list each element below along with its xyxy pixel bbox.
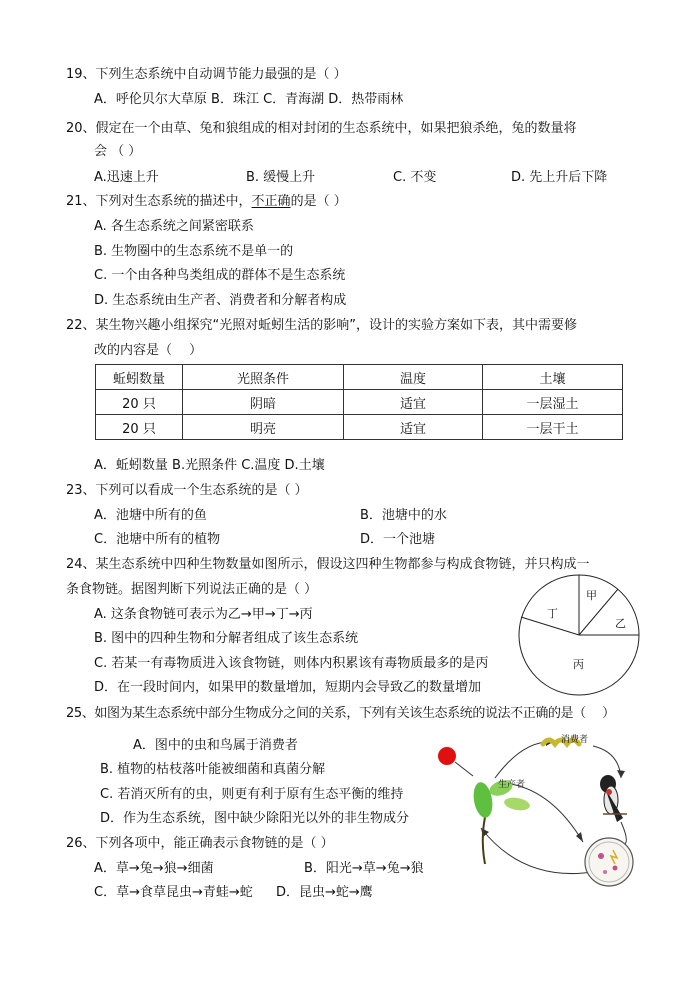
q21-stem-post: 的是（ ） (290, 194, 347, 209)
q23-option-c: C．池塘中所有的植物 (94, 532, 221, 547)
q21-option-b: B. 生物圈中的生态系统不是单一的 (94, 244, 294, 259)
pie-divider-upper-right (579, 589, 618, 635)
arrow-insect-to-bird (593, 746, 621, 778)
pie-label-jia: 甲 (586, 589, 597, 602)
q26-option-a: A．草→兔→狼→细菌 (94, 861, 214, 876)
table-cell: 适宜 (344, 415, 483, 440)
q21-option-c: C. 一个由各种鸟类组成的群体不是生态系统 (94, 268, 346, 283)
table-header-cell: 温度 (344, 365, 483, 390)
table-cell: 明亮 (183, 415, 344, 440)
q20-option-a: A.迅速上升 (94, 170, 159, 185)
arrow-decomposer-to-plant (481, 828, 593, 874)
arrow-plant-to-decomposer (511, 784, 583, 842)
population-pie-figure (516, 572, 642, 698)
q26-stem: 26、下列各项中，能正确表示食物链的是（ ） (66, 836, 334, 851)
sunlight-arrow (455, 762, 473, 776)
table-header-cell: 光照条件 (183, 365, 344, 390)
q21-stem-pre: 21、下列对生态系统的描述中， (66, 194, 252, 209)
q19-options: A．呼伦贝尔大草原 B．珠江 C．青海湖 D．热带雨林 (94, 92, 404, 107)
q23-option-d: D．一个池塘 (360, 532, 436, 547)
q25-option-d: D．作为生态系统，图中缺少除阳光以外的非生物成分 (100, 811, 410, 826)
q24-stem-line1: 24、某生态系统中四种生物数量如图所示，假设这四种生物都参与构成食物链，并只构成一 (66, 557, 590, 572)
arrow-bird-to-decomposer (621, 822, 626, 844)
q25-option-c: C. 若消灭所有的虫，则更有利于原有生态平衡的维持 (100, 787, 404, 802)
sun-icon (438, 747, 456, 765)
producer-label: 生产者 (498, 780, 526, 790)
q25-stem: 25、如图为某生态系统中部分生物成分之间的关系，下列有关该生态系统的说法不正确的是（ ） (66, 706, 615, 721)
table-cell: 阴暗 (183, 390, 344, 415)
q21-stem (66, 193, 347, 211)
q26-option-c: C．草→食草昆虫→青蛙→蛇 (94, 885, 253, 900)
q25-option-b: B. 植物的枯枝落叶能被细菌和真菌分解 (100, 762, 326, 777)
table-row (96, 415, 623, 440)
q23-option-b: B．池塘中的水 (360, 508, 447, 523)
q21-stem-emphasis: 不正确 (251, 194, 291, 209)
consumer-label: 消费者 (561, 735, 589, 745)
experiment-table (95, 364, 623, 440)
q24-option-a: A. 这条食物链可表示为乙→甲→丁→丙 (94, 607, 313, 622)
ecosystem-figure (433, 722, 643, 892)
q22-stem-line1: 22、某生物兴趣小组探究“光照对蚯蚓生活的影响”，设计的实验方案如下表，其中需要修 (66, 318, 578, 333)
q20-stem-line1: 20、假定在一个由草、兔和狼组成的相对封闭的生态系统中，如果把狼杀绝，兔的数量将 (66, 121, 577, 136)
q22-stem-line2: 改的内容是（ ） (94, 343, 203, 358)
q20-option-b: B. 缓慢上升 (246, 170, 316, 185)
q21-option-d: D. 生态系统由生产者、消费者和分解者构成 (94, 293, 347, 308)
table-cell: 20 只 (96, 390, 183, 415)
table-cell: 一层湿土 (483, 390, 623, 415)
q23-option-a: A．池塘中所有的鱼 (94, 508, 207, 523)
table-cell: 适宜 (344, 390, 483, 415)
pie-label-bing: 丙 (573, 658, 584, 671)
table-header-cell: 土壤 (483, 365, 623, 390)
q26-option-b: B．阳光→草→兔→狼 (304, 861, 424, 876)
arrowhead-icon (617, 770, 625, 778)
table-cell: 20 只 (96, 415, 183, 440)
swallow-bird-icon (600, 775, 627, 822)
q22-options: A．蚯蚓数量 B.光照条件 C.温度 D.土壤 (94, 458, 325, 473)
pie-label-yi: 乙 (615, 617, 626, 630)
table-header-cell: 蚯蚓数量 (96, 365, 183, 390)
q24-option-b: B. 图中的四种生物和分解者组成了该生态系统 (94, 631, 359, 646)
q20-stem-line2: 会 （ ） (94, 144, 142, 159)
q26-option-d: D．昆虫→蛇→鹰 (276, 885, 373, 900)
plant-icon (471, 777, 531, 864)
q24-stem-line2: 条食物链。据图判断下列说法正确的是（ ） (66, 582, 318, 597)
table-header-row (96, 365, 623, 390)
q24-option-c: C. 若某一有毒物质进入该食物链，则体内积累该有毒物质最多的是丙 (94, 656, 489, 671)
arrow-plant-to-insect (495, 742, 553, 778)
q25-option-a: A．图中的虫和鸟属于消费者 (133, 738, 298, 753)
table-cell: 一层干土 (483, 415, 623, 440)
q24-option-d: D．在一段时间内，如果甲的数量增加，短期内会导致乙的数量增加 (94, 680, 482, 695)
q20-option-c: C. 不变 (393, 170, 437, 185)
q20-option-d: D. 先上升后下降 (511, 170, 608, 185)
q23-stem: 23、下列可以看成一个生态系统的是（ ） (66, 483, 308, 498)
table-row (96, 390, 623, 415)
petri-dish-icon (585, 838, 633, 886)
q19-stem: 19、下列生态系统中自动调节能力最强的是（ ） (66, 67, 347, 82)
pie-label-ding: 丁 (547, 607, 558, 620)
q21-option-a: A. 各生态系统之间紧密联系 (94, 219, 254, 234)
